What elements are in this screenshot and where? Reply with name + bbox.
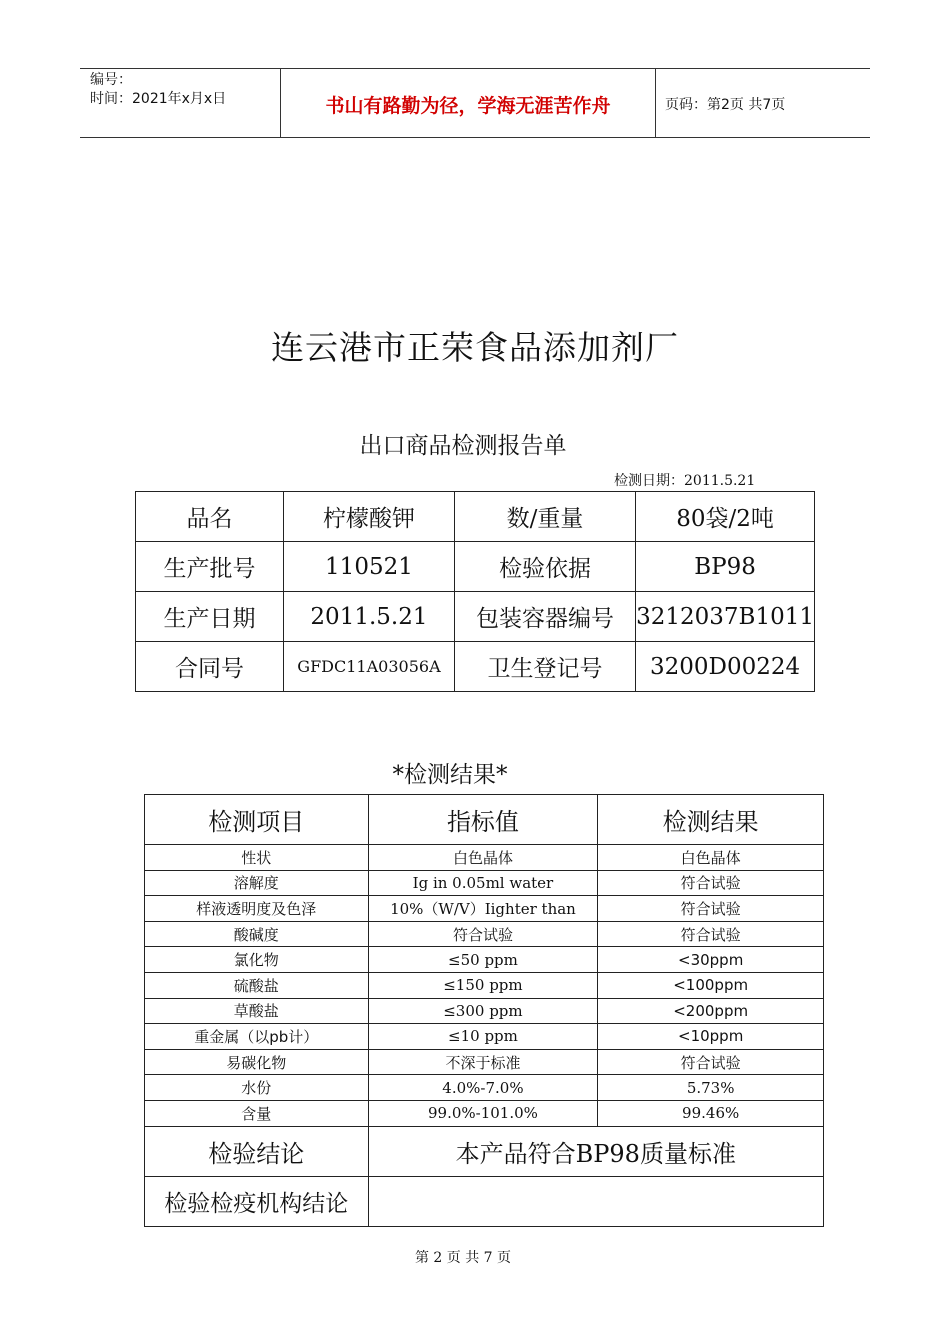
info-label: 卫生登记号 — [455, 642, 636, 692]
test-result: 符合试验 — [598, 870, 824, 896]
info-label: 检验依据 — [455, 542, 636, 592]
test-result: <30ppm — [598, 947, 824, 973]
test-result: 5.73% — [598, 1075, 824, 1101]
test-item: 样液透明度及色泽 — [145, 896, 369, 922]
results-table — [144, 794, 824, 1227]
inspection-date: 检测日期：2011.5.21 — [614, 473, 756, 489]
standard-value: ≤50 ppm — [368, 947, 598, 973]
test-result: 符合试验 — [598, 1049, 824, 1075]
time-label: 时间：2021年x月x日 — [90, 91, 227, 107]
standard-value: 4.0%-7.0% — [368, 1075, 598, 1101]
info-label: 合同号 — [136, 642, 284, 692]
table-row — [145, 870, 824, 896]
info-label: 数/重量 — [455, 492, 636, 542]
info-label: 包装容器编号 — [455, 592, 636, 642]
standard-value: 白色晶体 — [368, 845, 598, 871]
results-title: *检测结果* — [392, 762, 508, 788]
info-value: 3200D00224 — [636, 642, 815, 692]
agency-value — [368, 1176, 823, 1226]
standard-value: ≤300 ppm — [368, 998, 598, 1024]
info-value: 2011.5.21 — [283, 592, 454, 642]
test-item: 性状 — [145, 845, 369, 871]
table-header-row — [145, 795, 824, 845]
conclusion-value: 本产品符合BP98质量标准 — [368, 1126, 823, 1176]
table-row — [145, 1075, 824, 1101]
column-header: 检测项目 — [145, 795, 369, 845]
table-row — [145, 921, 824, 947]
test-item: 含量 — [145, 1100, 369, 1126]
info-value: 柠檬酸钾 — [283, 492, 454, 542]
report-title: 出口商品检测报告单 — [359, 433, 567, 459]
page-header — [80, 68, 870, 138]
standard-value: 10%（W/V）Iighter than — [368, 896, 598, 922]
table-row — [145, 896, 824, 922]
table-row — [136, 592, 815, 642]
page-footer: 第 2 页 共 7 页 — [414, 1250, 512, 1266]
product-info-table — [135, 491, 815, 692]
info-value: 110521 — [283, 542, 454, 592]
test-result: 符合试验 — [598, 896, 824, 922]
table-row — [145, 845, 824, 871]
test-result: <10ppm — [598, 1024, 824, 1050]
conclusion-row — [145, 1126, 824, 1176]
standard-value: 不深于标准 — [368, 1049, 598, 1075]
test-item: 草酸盐 — [145, 998, 369, 1024]
test-result: 99.46% — [598, 1100, 824, 1126]
header-divider — [655, 69, 656, 137]
column-header: 检测结果 — [598, 795, 824, 845]
company-name: 连云港市正荣食品添加剂厂 — [271, 328, 679, 367]
info-value: BP98 — [636, 542, 815, 592]
info-label: 生产批号 — [136, 542, 284, 592]
table-row — [145, 1100, 824, 1126]
table-row — [136, 642, 815, 692]
table-row — [136, 542, 815, 592]
test-result: 白色晶体 — [598, 845, 824, 871]
test-item: 氯化物 — [145, 947, 369, 973]
conclusion-label: 检验结论 — [145, 1126, 369, 1176]
info-value: GFDC11A03056A — [283, 642, 454, 692]
info-value: 80袋/2吨 — [636, 492, 815, 542]
test-item: 水份 — [145, 1075, 369, 1101]
test-result: <100ppm — [598, 972, 824, 998]
table-row — [145, 1049, 824, 1075]
header-motto: 书山有路勤为径，学海无涯苦作舟 — [325, 95, 611, 117]
agency-row — [145, 1176, 824, 1226]
table-row — [145, 947, 824, 973]
table-row — [145, 1024, 824, 1050]
standard-value: ≤150 ppm — [368, 972, 598, 998]
number-label: 编号： — [90, 72, 132, 88]
agency-label: 检验检疫机构结论 — [145, 1176, 369, 1226]
test-item: 酸碱度 — [145, 921, 369, 947]
info-label: 生产日期 — [136, 592, 284, 642]
test-result: <200ppm — [598, 998, 824, 1024]
test-item: 溶解度 — [145, 870, 369, 896]
header-page-info: 页码：第2页 共7页 — [665, 97, 786, 113]
standard-value: 符合试验 — [368, 921, 598, 947]
standard-value: Ig in 0.05ml water — [368, 870, 598, 896]
test-item: 硫酸盐 — [145, 972, 369, 998]
table-row — [145, 972, 824, 998]
table-row — [136, 492, 815, 542]
standard-value: 99.0%-101.0% — [368, 1100, 598, 1126]
info-value: 3212037B1011 — [636, 592, 815, 642]
header-meta — [90, 71, 226, 109]
table-row — [145, 998, 824, 1024]
info-label: 品名 — [136, 492, 284, 542]
test-item: 易碳化物 — [145, 1049, 369, 1075]
column-header: 指标值 — [368, 795, 598, 845]
test-result: 符合试验 — [598, 921, 824, 947]
test-item: 重金属（以pb计） — [145, 1024, 369, 1050]
standard-value: ≤10 ppm — [368, 1024, 598, 1050]
